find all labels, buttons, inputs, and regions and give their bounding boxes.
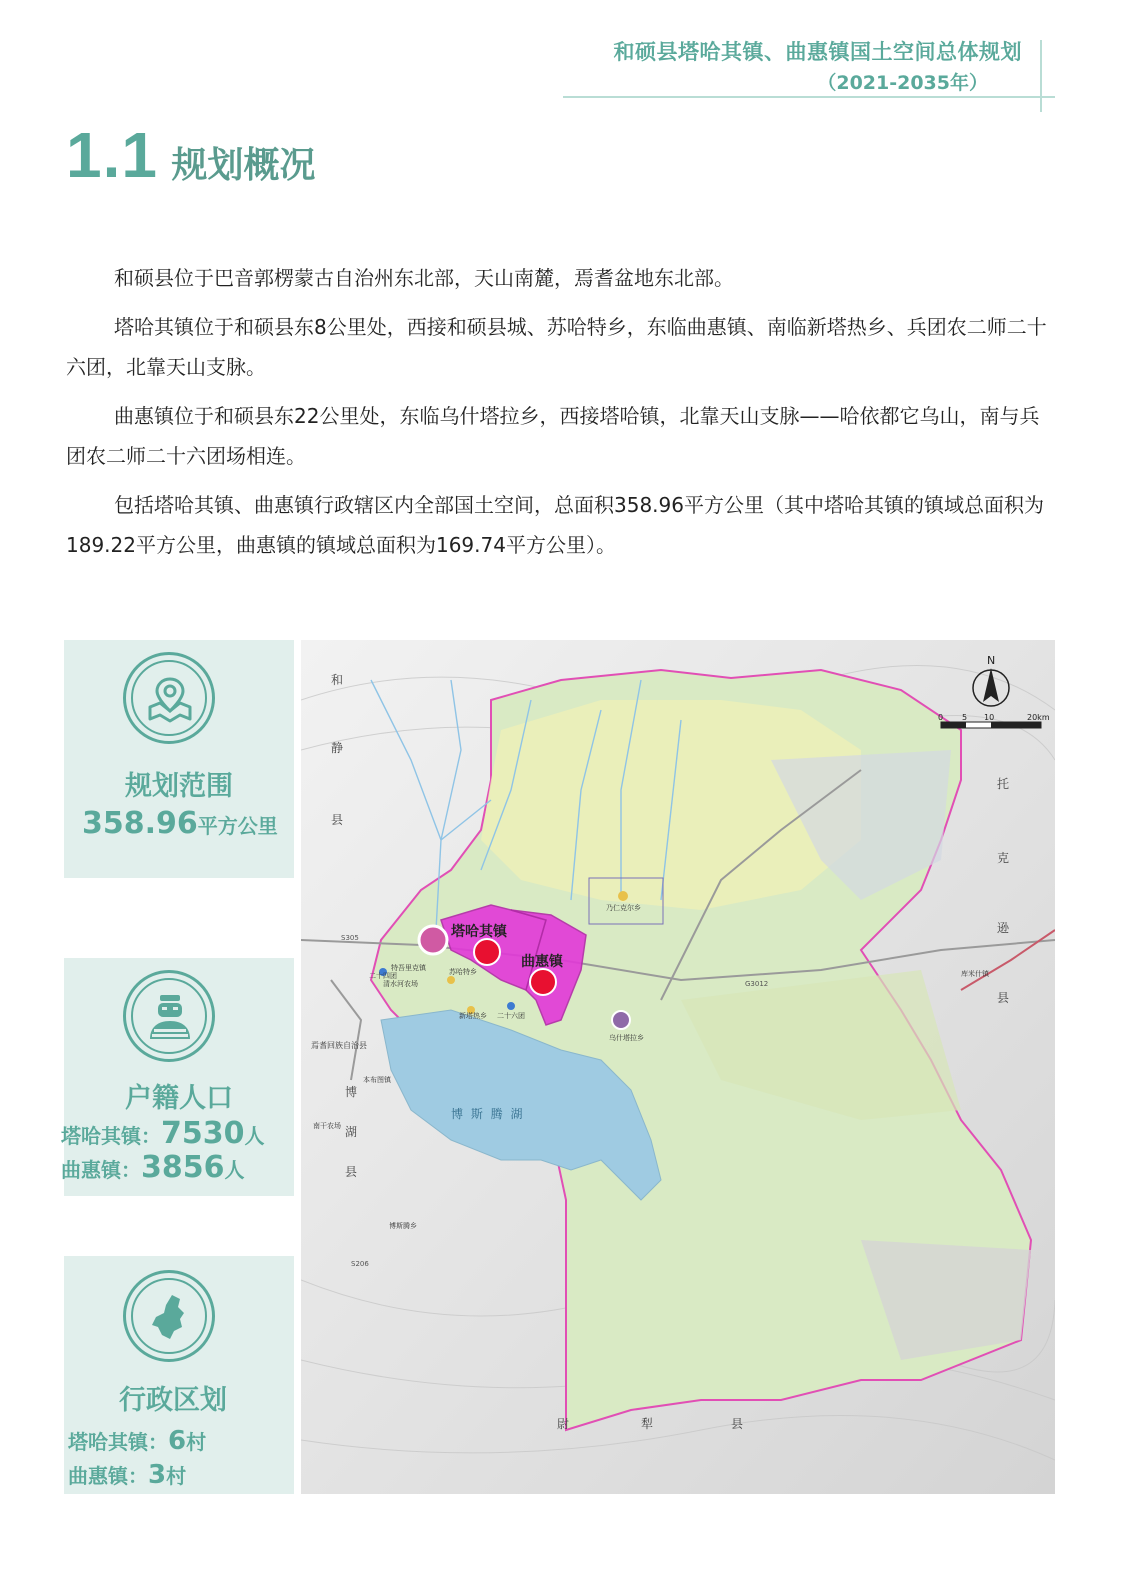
svg-text:清水河农场: 清水河农场 bbox=[383, 980, 418, 988]
svg-text:博: 博 bbox=[345, 1085, 358, 1099]
svg-text:二十六团: 二十六团 bbox=[497, 1012, 525, 1020]
svg-text:S206: S206 bbox=[351, 1260, 369, 1268]
svg-text:S305: S305 bbox=[341, 934, 359, 942]
section-number: 1.1 bbox=[66, 119, 158, 191]
svg-text:10: 10 bbox=[984, 713, 995, 722]
svg-text:新塔热乡: 新塔热乡 bbox=[459, 1012, 487, 1020]
svg-text:特吾里克镇: 特吾里克镇 bbox=[391, 964, 426, 972]
scope-stat bbox=[82, 806, 278, 841]
scope-card bbox=[64, 640, 294, 878]
population-label-1: 塔哈其镇： bbox=[61, 1124, 161, 1148]
svg-text:G3012: G3012 bbox=[745, 980, 769, 988]
svg-text:5: 5 bbox=[962, 713, 968, 722]
admin-row-2 bbox=[68, 1460, 186, 1490]
quhui-marker bbox=[530, 969, 556, 995]
admin-title: 行政区划 bbox=[119, 1385, 227, 1416]
svg-text:库米什镇: 库米什镇 bbox=[961, 970, 989, 978]
svg-text:克: 克 bbox=[997, 851, 1010, 865]
tahaqi-label: 塔哈其镇 bbox=[451, 924, 507, 940]
admin-label-1: 塔哈其镇： bbox=[68, 1430, 168, 1454]
admin-value-1: 6 bbox=[168, 1426, 187, 1456]
population-label-2: 曲惠镇： bbox=[61, 1158, 141, 1182]
population-card bbox=[61, 958, 294, 1196]
document-period: （2021-2035年） bbox=[817, 72, 988, 94]
svg-text:犁: 犁 bbox=[641, 1417, 654, 1431]
svg-text:博斯腾乡: 博斯腾乡 bbox=[389, 1222, 417, 1230]
admin-label-2: 曲惠镇： bbox=[68, 1464, 148, 1488]
document-title: 和硕县塔哈其镇、曲惠镇国土空间总体规划 bbox=[613, 40, 1022, 64]
section-heading bbox=[66, 118, 316, 192]
section-title: 规划概况 bbox=[171, 145, 316, 186]
svg-text:静: 静 bbox=[331, 741, 344, 755]
svg-text:县: 县 bbox=[345, 1165, 358, 1179]
population-row-1 bbox=[61, 1116, 265, 1151]
svg-text:本布图镇: 本布图镇 bbox=[363, 1076, 391, 1084]
svg-text:苏哈特乡: 苏哈特乡 bbox=[449, 968, 477, 976]
admin-value-2: 3 bbox=[148, 1460, 167, 1490]
svg-text:逊: 逊 bbox=[997, 921, 1010, 935]
north-label: N bbox=[987, 654, 996, 667]
admin-unit-1: 村 bbox=[186, 1430, 207, 1454]
svg-text:和: 和 bbox=[331, 673, 344, 687]
admin-unit-2: 村 bbox=[166, 1464, 187, 1488]
svg-text:乃仁克尔乡: 乃仁克尔乡 bbox=[606, 904, 641, 912]
population-unit-2: 人 bbox=[224, 1158, 245, 1182]
scale-bar bbox=[941, 722, 1041, 728]
population-value-2: 3856 bbox=[141, 1150, 225, 1185]
lake-label: 博 斯 腾 湖 bbox=[451, 1107, 525, 1121]
svg-text:0: 0 bbox=[938, 713, 944, 722]
tahaqi-marker bbox=[474, 939, 500, 965]
paragraph: 塔哈其镇位于和硕县东8公里处，西接和硕县城、苏哈特乡，东临曲惠镇、南临新塔热乡、兵团农二师二十六团，北靠天山支脉。 bbox=[66, 315, 1047, 379]
svg-text:县: 县 bbox=[997, 991, 1010, 1005]
scope-title: 规划范围 bbox=[125, 771, 233, 802]
header-divider bbox=[563, 96, 1055, 98]
planning-map bbox=[301, 640, 1055, 1494]
paragraph: 包括塔哈其镇、曲惠镇行政辖区内全部国土空间，总面积358.96平方公里（其中塔哈其镇的镇域总面积为189.22平方公里，曲惠镇的镇域总面积为169.74平方公里）。 bbox=[66, 493, 1044, 557]
population-title: 户籍人口 bbox=[125, 1083, 233, 1114]
svg-text:县: 县 bbox=[731, 1417, 744, 1431]
svg-text:南干农场: 南干农场 bbox=[313, 1122, 341, 1130]
svg-text:湖: 湖 bbox=[345, 1125, 358, 1139]
paragraph: 曲惠镇位于和硕县东22公里处，东临乌什塔拉乡，西接塔哈镇，北靠天山支脉——哈依都它乌山，南与兵团农二师二十六团场相连。 bbox=[66, 404, 1040, 468]
document-header bbox=[614, 36, 1023, 95]
svg-text:乌什塔拉乡: 乌什塔拉乡 bbox=[609, 1034, 644, 1042]
paragraph: 和硕县位于巴音郭楞蒙古自治州东北部，天山南麓，焉耆盆地东北部。 bbox=[114, 266, 734, 290]
scope-value: 358.96 bbox=[82, 806, 198, 841]
region-outline-icon bbox=[123, 1270, 215, 1362]
svg-text:尉: 尉 bbox=[557, 1417, 570, 1431]
svg-text:焉耆回族自治县: 焉耆回族自治县 bbox=[311, 1041, 367, 1050]
population-row-2 bbox=[61, 1150, 245, 1185]
svg-text:20km: 20km bbox=[1027, 713, 1050, 722]
svg-text:二十四团: 二十四团 bbox=[369, 972, 397, 980]
person-icon bbox=[123, 970, 215, 1062]
svg-text:县: 县 bbox=[331, 813, 344, 827]
population-unit-1: 人 bbox=[244, 1124, 265, 1148]
body-text bbox=[66, 258, 1056, 574]
svg-text:托: 托 bbox=[997, 777, 1010, 791]
map-pin-icon bbox=[123, 652, 215, 744]
county-seat-marker bbox=[419, 926, 447, 954]
admin-row-1 bbox=[68, 1426, 206, 1456]
population-value-1: 7530 bbox=[161, 1116, 245, 1151]
admin-card bbox=[64, 1256, 294, 1494]
header-vertical-rule bbox=[1040, 40, 1042, 112]
scope-unit: 平方公里 bbox=[197, 814, 278, 838]
quhui-label: 曲惠镇 bbox=[521, 954, 563, 970]
